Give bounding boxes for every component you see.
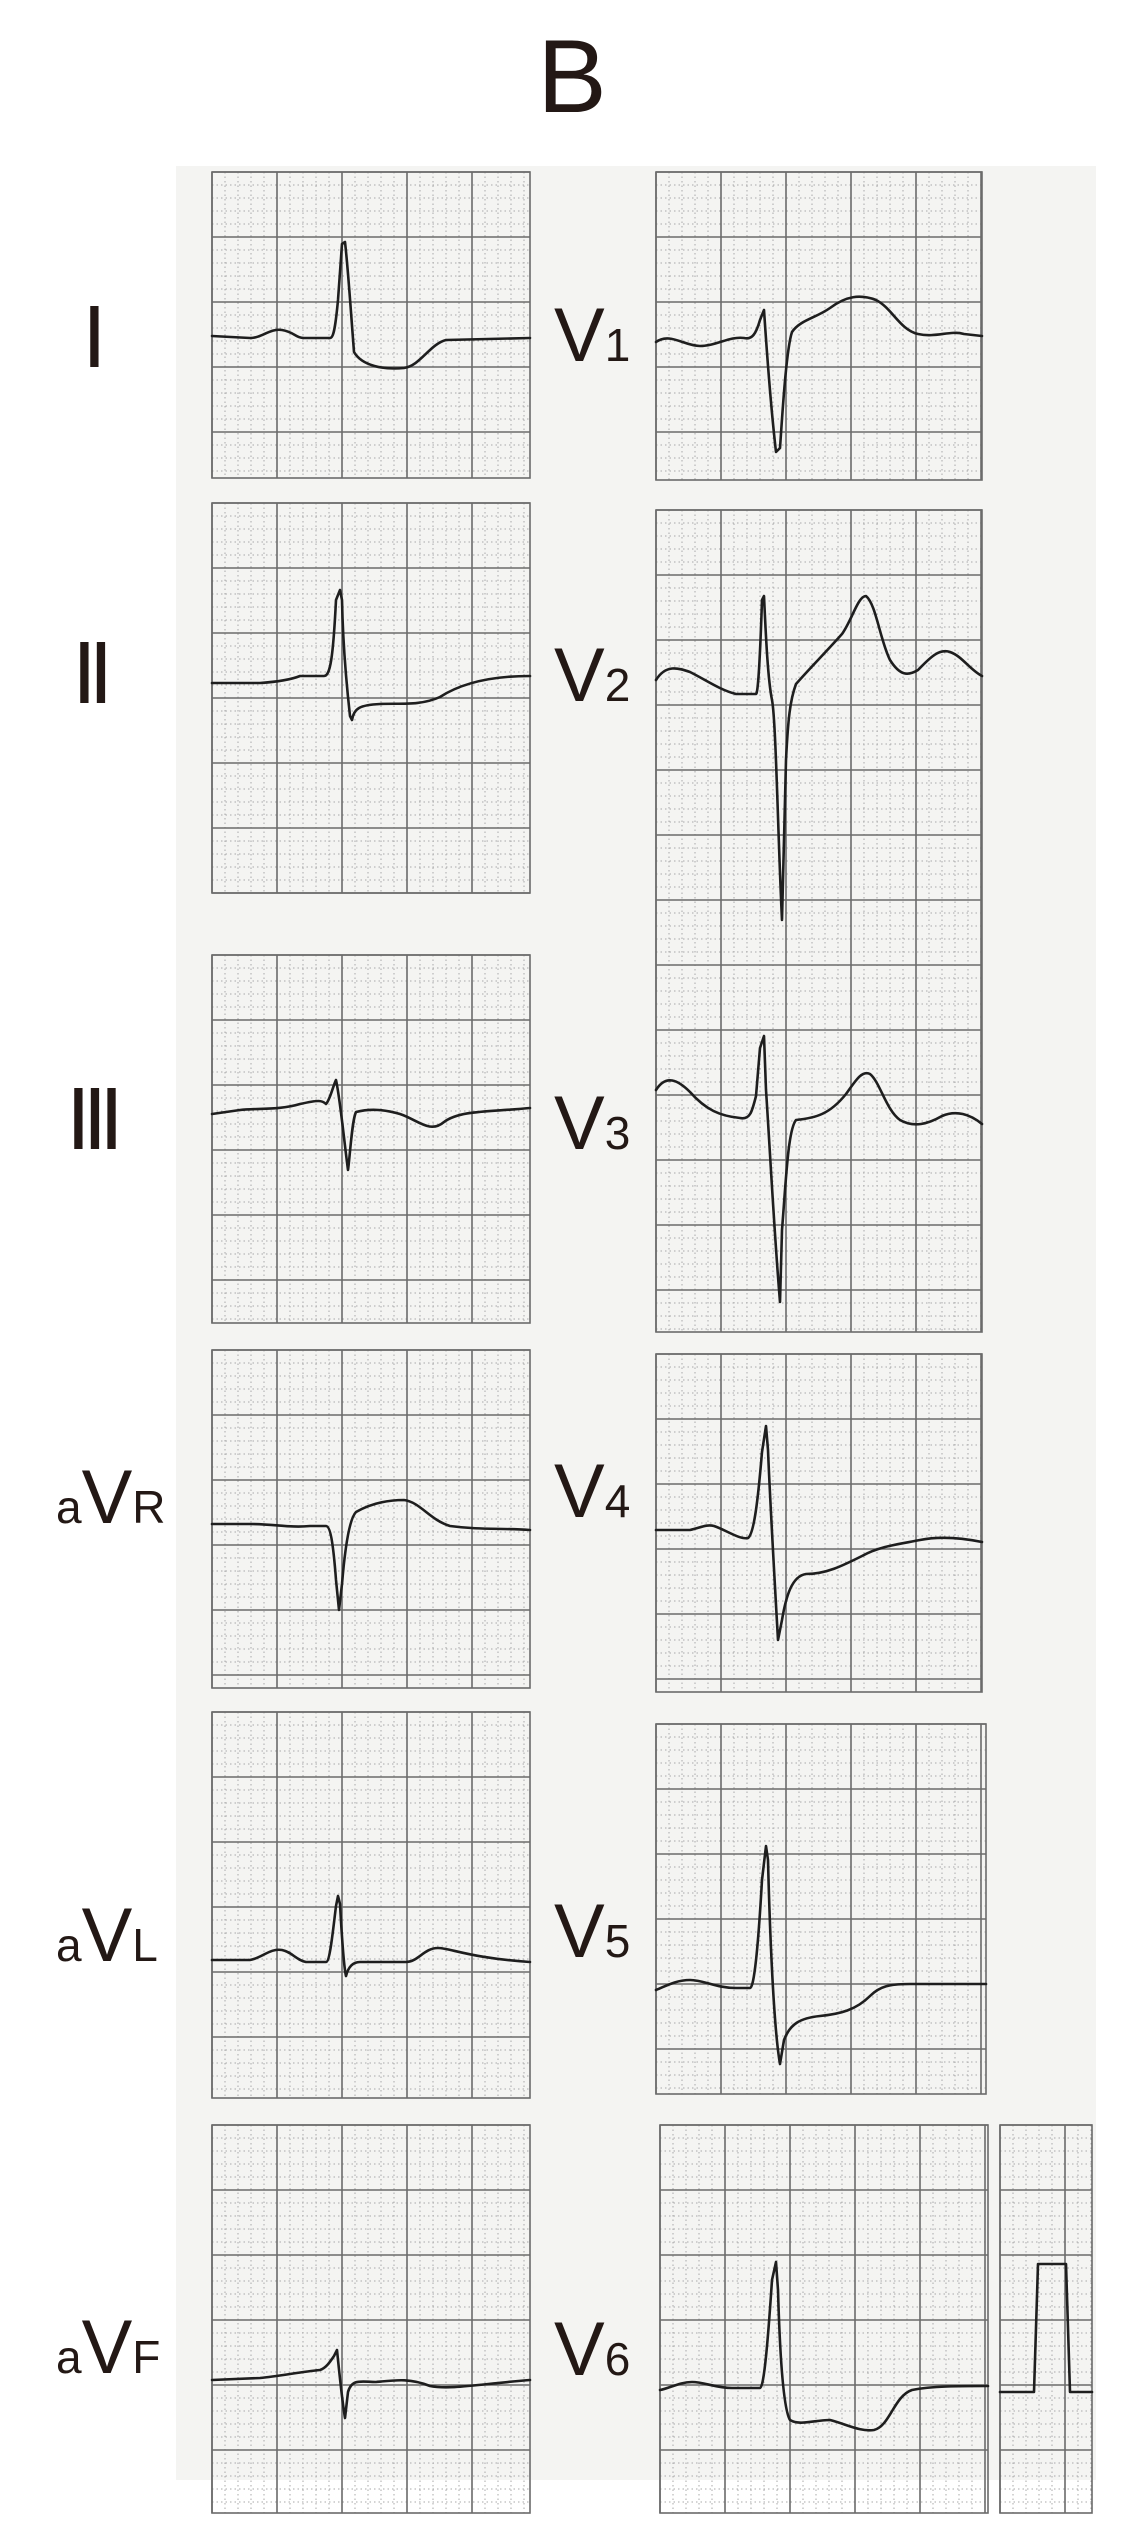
grid-strip-III — [212, 955, 530, 1323]
trace-V5 — [656, 1846, 986, 2064]
trace-III — [212, 1080, 530, 1170]
grid-strip-V1 — [656, 172, 982, 480]
panel-label: B — [537, 19, 607, 135]
trace-V6 — [660, 2262, 988, 2430]
trace-II — [212, 590, 530, 720]
lead-label-aVR: aVR — [56, 1455, 166, 1540]
trace-I — [212, 242, 530, 368]
trace-V1 — [656, 297, 982, 452]
lead-label-V1: V1 — [554, 293, 631, 378]
grid-layer — [212, 172, 1092, 2513]
grid-strip-aVR — [212, 1350, 530, 1688]
grid-strip-V5 — [656, 1724, 986, 2094]
lead-label-II: Ⅱ — [72, 629, 114, 722]
lead-label-V4: V4 — [554, 1449, 631, 1534]
grid-strip-V4 — [656, 1354, 982, 1692]
grid-strip-V2-V3 — [656, 510, 982, 1332]
trace-layer — [212, 242, 1092, 2430]
grid-strip-aVL — [212, 1712, 530, 2098]
lead-label-I: Ⅰ — [82, 293, 107, 386]
trace-V2 — [656, 596, 982, 920]
grid-strip-I — [212, 172, 530, 478]
lead-label-V3: V3 — [554, 1081, 631, 1166]
grid-strip-V6 — [660, 2125, 988, 2513]
lead-label-V2: V2 — [554, 633, 631, 718]
lead-label-aVL: aVL — [56, 1893, 158, 1978]
lead-label-V6: V6 — [554, 2307, 631, 2392]
grid-strip-II — [212, 503, 530, 893]
grid-strip-calibration — [1000, 2125, 1092, 2513]
lead-label-aVF: aVF — [56, 2305, 161, 2390]
trace-aVR — [212, 1500, 530, 1610]
trace-aVF — [212, 2350, 530, 2418]
grid-strip-aVF — [212, 2125, 530, 2513]
lead-label-III: Ⅲ — [66, 1075, 124, 1168]
trace-aVL — [212, 1896, 530, 1976]
trace-V3 — [656, 1036, 982, 1302]
lead-label-V5: V5 — [554, 1889, 631, 1974]
